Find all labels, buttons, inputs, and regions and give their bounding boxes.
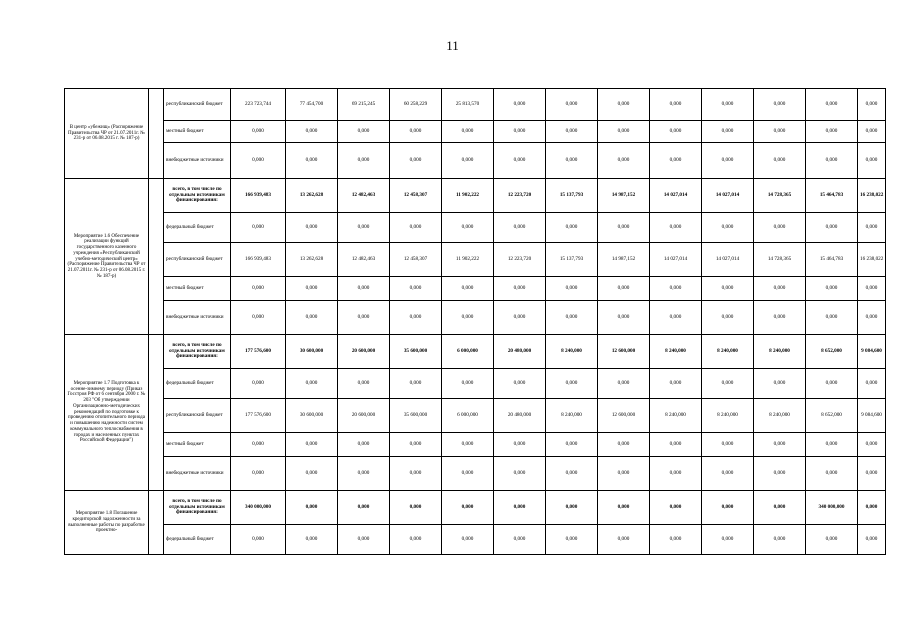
amount-cell: 0,000 <box>754 433 806 457</box>
amount-cell: 0,000 <box>702 277 754 301</box>
amount-cell: 0,000 <box>806 277 858 301</box>
amount-cell: 0,000 <box>442 277 494 301</box>
amount-cell: 0,000 <box>598 277 650 301</box>
amount-cell: 0,000 <box>442 301 494 335</box>
amount-cell: 0,000 <box>858 491 886 525</box>
amount-cell: 11 902,222 <box>442 179 494 213</box>
amount-cell: 0,000 <box>546 277 598 301</box>
table-row <box>65 457 886 491</box>
table-row <box>65 301 886 335</box>
amount-cell: 0,000 <box>702 433 754 457</box>
amount-cell: 0,000 <box>858 369 886 399</box>
amount-cell: 8 240,000 <box>754 335 806 369</box>
amount-cell: 0,000 <box>598 121 650 143</box>
amount-cell: 0,000 <box>650 121 702 143</box>
amount-cell: 6 000,000 <box>442 335 494 369</box>
amount-cell: 0,000 <box>598 457 650 491</box>
amount-cell: 0,000 <box>338 433 390 457</box>
amount-cell: 0,000 <box>494 491 546 525</box>
table-row <box>65 433 886 457</box>
amount-cell: 0,000 <box>598 213 650 243</box>
amount-cell: 8 652,000 <box>806 399 858 433</box>
amount-cell: 0,000 <box>286 457 338 491</box>
amount-cell: 8 240,000 <box>546 399 598 433</box>
amount-cell: 15 137,793 <box>546 179 598 213</box>
amount-cell: 8 240,000 <box>650 399 702 433</box>
amount-cell: 0,000 <box>650 213 702 243</box>
amount-cell: 14 728,365 <box>754 243 806 277</box>
amount-cell: 15 464,783 <box>806 243 858 277</box>
amount-cell: 0,000 <box>650 433 702 457</box>
amount-cell: 0,000 <box>390 369 442 399</box>
table-row <box>65 89 886 121</box>
amount-cell: 12 223,720 <box>494 243 546 277</box>
amount-cell: 0,000 <box>286 277 338 301</box>
amount-cell: 8 240,000 <box>754 399 806 433</box>
amount-cell: 0,000 <box>286 433 338 457</box>
amount-cell: 12 482,463 <box>338 179 390 213</box>
amount-cell: 0,000 <box>598 525 650 555</box>
amount-cell: 340 000,000 <box>231 491 286 525</box>
amount-cell: 0,000 <box>546 369 598 399</box>
amount-cell: 0,000 <box>390 301 442 335</box>
amount-cell: 20 600,000 <box>338 335 390 369</box>
funding-source: всего, в том числе по отдельным источникам финансирования: <box>164 335 231 369</box>
table-row <box>65 399 886 433</box>
amount-cell: 8 240,000 <box>546 335 598 369</box>
table-row <box>65 335 886 369</box>
amount-cell: 0,000 <box>546 121 598 143</box>
amount-cell: 0,000 <box>338 491 390 525</box>
amount-cell: 0,000 <box>390 277 442 301</box>
amount-cell: 20 600,000 <box>338 399 390 433</box>
amount-cell: 0,000 <box>286 121 338 143</box>
amount-cell: 20 480,000 <box>494 335 546 369</box>
amount-cell: 0,000 <box>231 457 286 491</box>
amount-cell: 14 987,152 <box>598 179 650 213</box>
table-row <box>65 179 886 213</box>
table-row <box>65 491 886 525</box>
amount-cell: 0,000 <box>754 213 806 243</box>
amount-cell: 0,000 <box>231 213 286 243</box>
amount-cell: 0,000 <box>442 525 494 555</box>
amount-cell: 0,000 <box>494 89 546 121</box>
amount-cell: 30 600,000 <box>286 335 338 369</box>
amount-cell: 0,000 <box>231 369 286 399</box>
amount-cell: 0,000 <box>442 213 494 243</box>
amount-cell: 0,000 <box>338 301 390 335</box>
amount-cell: 0,000 <box>650 457 702 491</box>
amount-cell: 0,000 <box>286 213 338 243</box>
amount-cell: 0,000 <box>650 301 702 335</box>
table-row <box>65 525 886 555</box>
amount-cell: 0,000 <box>338 277 390 301</box>
amount-cell: 0,000 <box>231 277 286 301</box>
amount-cell: 11 902,222 <box>442 243 494 277</box>
amount-cell: 0,000 <box>806 457 858 491</box>
amount-cell: 166 939,483 <box>231 243 286 277</box>
funding-source: республиканский бюджет <box>164 243 231 277</box>
amount-cell: 0,000 <box>858 213 886 243</box>
amount-cell: 0,000 <box>442 143 494 179</box>
amount-cell: 340 000,000 <box>806 491 858 525</box>
amount-cell: 0,000 <box>806 213 858 243</box>
amount-cell: 0,000 <box>494 457 546 491</box>
amount-cell: 0,000 <box>442 121 494 143</box>
amount-cell: 12 458,307 <box>390 243 442 277</box>
amount-cell: 14 027,014 <box>650 243 702 277</box>
amount-cell: 0,000 <box>494 277 546 301</box>
amount-cell: 12 223,720 <box>494 179 546 213</box>
amount-cell: 0,000 <box>494 525 546 555</box>
amount-cell: 0,000 <box>231 143 286 179</box>
amount-cell: 6 000,000 <box>442 399 494 433</box>
table-row <box>65 243 886 277</box>
amount-cell: 0,000 <box>858 457 886 491</box>
amount-cell: 0,000 <box>702 121 754 143</box>
funding-source: местный бюджет <box>164 433 231 457</box>
measure-name: В центр «убежищ» (Распоряжение Правительства ЧР от 21.07.2011г. № 231-р от 06.08.2015 г. № 187-р) <box>65 89 149 179</box>
amount-cell: 0,000 <box>754 369 806 399</box>
amount-cell: 0,000 <box>858 143 886 179</box>
amount-cell: 69 215,245 <box>338 89 390 121</box>
funding-source: местный бюджет <box>164 277 231 301</box>
amount-cell: 177 576,600 <box>231 399 286 433</box>
amount-cell: 15 137,793 <box>546 243 598 277</box>
amount-cell: 0,000 <box>390 457 442 491</box>
amount-cell: 77 454,700 <box>286 89 338 121</box>
amount-cell: 0,000 <box>390 143 442 179</box>
table-row <box>65 277 886 301</box>
amount-cell: 0,000 <box>650 369 702 399</box>
amount-cell: 0,000 <box>754 457 806 491</box>
amount-cell: 0,000 <box>338 525 390 555</box>
amount-cell: 0,000 <box>442 491 494 525</box>
page-number: 11 <box>446 38 459 53</box>
funding-source: федеральный бюджет <box>164 369 231 399</box>
table-row <box>65 369 886 399</box>
amount-cell: 0,000 <box>546 143 598 179</box>
amount-cell: 14 987,152 <box>598 243 650 277</box>
amount-cell: 0,000 <box>338 369 390 399</box>
funding-source: федеральный бюджет <box>164 213 231 243</box>
table-row <box>65 121 886 143</box>
amount-cell: 0,000 <box>546 457 598 491</box>
amount-cell: 0,000 <box>598 491 650 525</box>
amount-cell: 177 576,600 <box>231 335 286 369</box>
amount-cell: 0,000 <box>702 301 754 335</box>
amount-cell: 0,000 <box>231 433 286 457</box>
amount-cell: 0,000 <box>702 369 754 399</box>
amount-cell: 60 258,229 <box>390 89 442 121</box>
amount-cell: 0,000 <box>338 143 390 179</box>
amount-cell: 0,000 <box>858 301 886 335</box>
amount-cell: 0,000 <box>390 433 442 457</box>
amount-cell: 0,000 <box>858 525 886 555</box>
amount-cell: 223 723,744 <box>231 89 286 121</box>
amount-cell: 13 262,628 <box>286 179 338 213</box>
amount-cell: 0,000 <box>494 433 546 457</box>
amount-cell: 0,000 <box>702 143 754 179</box>
amount-cell: 0,000 <box>858 121 886 143</box>
amount-cell: 0,000 <box>858 277 886 301</box>
amount-cell: 0,000 <box>546 491 598 525</box>
amount-cell: 0,000 <box>442 433 494 457</box>
amount-cell: 0,000 <box>546 213 598 243</box>
amount-cell: 0,000 <box>858 89 886 121</box>
measure-name: Мероприятие 1.6 Обеспечение реализации функций государственного казенного учреждения «Республиканский учебно-методический центр» (Распоряжение Правительства ЧР от 21.07.2011г. № 231-р от 06.08.2015 г. № 187-р) <box>65 179 149 335</box>
empty-column <box>149 335 164 491</box>
amount-cell: 35 600,000 <box>390 399 442 433</box>
amount-cell: 0,000 <box>754 143 806 179</box>
amount-cell: 0,000 <box>231 301 286 335</box>
empty-column <box>149 491 164 555</box>
amount-cell: 14 027,014 <box>702 243 754 277</box>
amount-cell: 8 240,000 <box>702 335 754 369</box>
amount-cell: 14 728,365 <box>754 179 806 213</box>
amount-cell: 0,000 <box>702 213 754 243</box>
amount-cell: 0,000 <box>702 525 754 555</box>
amount-cell: 20 480,000 <box>494 399 546 433</box>
amount-cell: 0,000 <box>494 301 546 335</box>
amount-cell: 0,000 <box>806 433 858 457</box>
table-row <box>65 143 886 179</box>
funding-source: республиканский бюджет <box>164 399 231 433</box>
funding-source: всего, в том числе по отдельным источникам финансирования: <box>164 179 231 213</box>
amount-cell: 0,000 <box>806 369 858 399</box>
empty-column <box>149 179 164 335</box>
amount-cell: 16 238,022 <box>858 179 886 213</box>
amount-cell: 0,000 <box>338 121 390 143</box>
amount-cell: 14 027,014 <box>650 179 702 213</box>
amount-cell: 0,000 <box>390 213 442 243</box>
amount-cell: 12 600,000 <box>598 335 650 369</box>
amount-cell: 0,000 <box>442 457 494 491</box>
amount-cell: 0,000 <box>754 89 806 121</box>
amount-cell: 0,000 <box>546 89 598 121</box>
amount-cell: 35 600,000 <box>390 335 442 369</box>
amount-cell: 0,000 <box>286 301 338 335</box>
amount-cell: 0,000 <box>806 143 858 179</box>
amount-cell: 0,000 <box>598 89 650 121</box>
financing-table <box>64 88 886 555</box>
amount-cell: 0,000 <box>231 525 286 555</box>
table-row <box>65 213 886 243</box>
amount-cell: 0,000 <box>598 369 650 399</box>
amount-cell: 0,000 <box>546 525 598 555</box>
amount-cell: 0,000 <box>754 491 806 525</box>
amount-cell: 0,000 <box>494 213 546 243</box>
measure-name: Мероприятие 1.8 Погашение кредиторской задолженности за выполненные работы по разработке проектно- <box>65 491 149 555</box>
amount-cell: 0,000 <box>754 525 806 555</box>
amount-cell: 0,000 <box>702 457 754 491</box>
amount-cell: 0,000 <box>806 89 858 121</box>
empty-column <box>149 89 164 179</box>
funding-source: федеральный бюджет <box>164 525 231 555</box>
amount-cell: 0,000 <box>286 369 338 399</box>
funding-source: внебюджетные источники <box>164 143 231 179</box>
amount-cell: 0,000 <box>598 301 650 335</box>
amount-cell: 0,000 <box>338 213 390 243</box>
amount-cell: 0,000 <box>650 89 702 121</box>
amount-cell: 0,000 <box>390 525 442 555</box>
amount-cell: 0,000 <box>858 433 886 457</box>
amount-cell: 0,000 <box>546 433 598 457</box>
amount-cell: 8 240,000 <box>702 399 754 433</box>
amount-cell: 0,000 <box>702 89 754 121</box>
amount-cell: 0,000 <box>286 143 338 179</box>
amount-cell: 15 464,783 <box>806 179 858 213</box>
amount-cell: 8 240,000 <box>650 335 702 369</box>
amount-cell: 0,000 <box>286 491 338 525</box>
amount-cell: 14 027,014 <box>702 179 754 213</box>
funding-source: внебюджетные источники <box>164 301 231 335</box>
funding-source: всего, в том числе по отдельным источникам финансирования: <box>164 491 231 525</box>
amount-cell: 0,000 <box>806 301 858 335</box>
amount-cell: 8 652,000 <box>806 335 858 369</box>
amount-cell: 0,000 <box>806 121 858 143</box>
amount-cell: 13 262,628 <box>286 243 338 277</box>
funding-source: местный бюджет <box>164 121 231 143</box>
amount-cell: 30 600,000 <box>286 399 338 433</box>
amount-cell: 0,000 <box>494 369 546 399</box>
amount-cell: 25 813,570 <box>442 89 494 121</box>
amount-cell: 0,000 <box>650 491 702 525</box>
amount-cell: 0,000 <box>494 143 546 179</box>
amount-cell: 16 238,022 <box>858 243 886 277</box>
amount-cell: 166 939,483 <box>231 179 286 213</box>
amount-cell: 0,000 <box>442 369 494 399</box>
amount-cell: 9 084,600 <box>858 335 886 369</box>
measure-name: Мероприятие 1.7 Подготовка к осенне-зимнему периоду (Приказ Госстроя РФ от 6 сентября 2000 г. № 203 "Об утверждении Организационно-методических рекомендаций по подготовке к проведению отопительного периода и повышению надежности систем коммунального теплоснабжения в городах и населенных пунктах Российской Федерации") <box>65 335 149 491</box>
amount-cell: 0,000 <box>598 143 650 179</box>
amount-cell: 0,000 <box>231 121 286 143</box>
funding-source: внебюджетные источники <box>164 457 231 491</box>
amount-cell: 0,000 <box>338 457 390 491</box>
funding-source: республиканский бюджет <box>164 89 231 121</box>
amount-cell: 0,000 <box>598 433 650 457</box>
amount-cell: 0,000 <box>754 277 806 301</box>
amount-cell: 9 084,600 <box>858 399 886 433</box>
amount-cell: 0,000 <box>390 491 442 525</box>
amount-cell: 0,000 <box>754 121 806 143</box>
amount-cell: 0,000 <box>650 143 702 179</box>
amount-cell: 12 600,000 <box>598 399 650 433</box>
amount-cell: 0,000 <box>390 121 442 143</box>
amount-cell: 0,000 <box>806 525 858 555</box>
amount-cell: 12 482,463 <box>338 243 390 277</box>
amount-cell: 12 458,307 <box>390 179 442 213</box>
amount-cell: 0,000 <box>702 491 754 525</box>
amount-cell: 0,000 <box>650 525 702 555</box>
amount-cell: 0,000 <box>286 525 338 555</box>
amount-cell: 0,000 <box>754 301 806 335</box>
amount-cell: 0,000 <box>650 277 702 301</box>
amount-cell: 0,000 <box>546 301 598 335</box>
amount-cell: 0,000 <box>494 121 546 143</box>
